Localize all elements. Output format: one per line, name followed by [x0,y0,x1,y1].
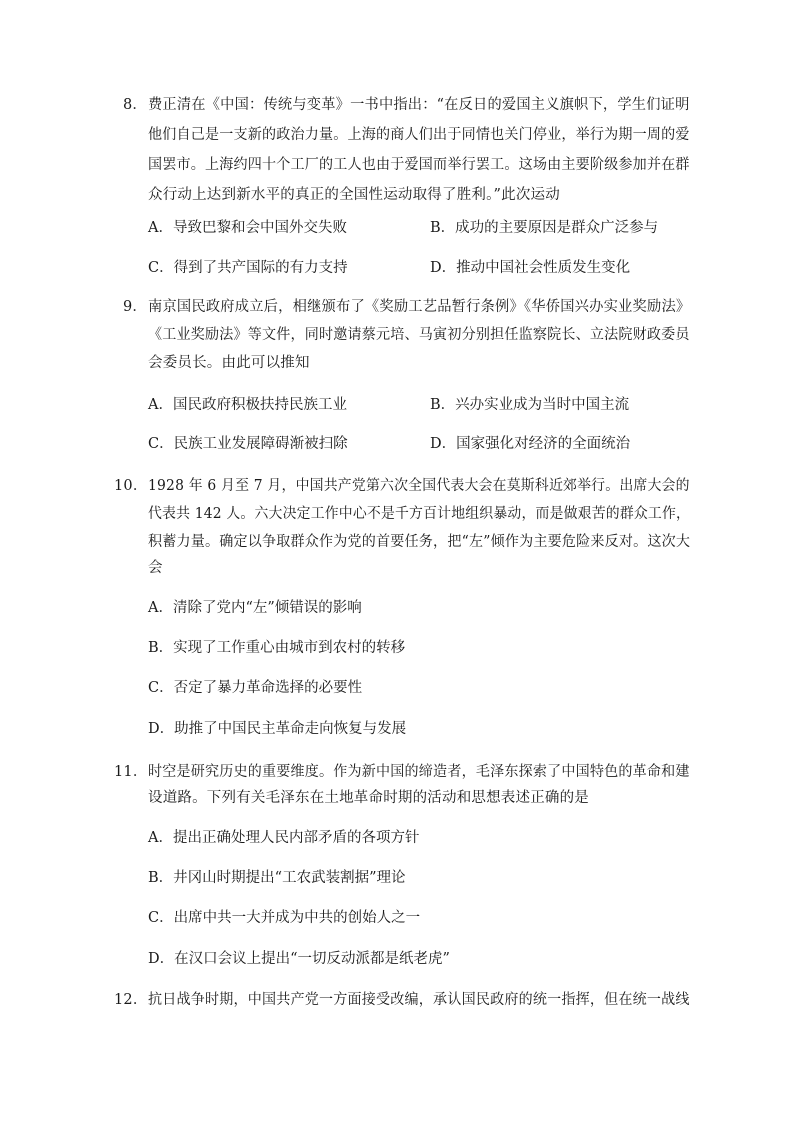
question-stem-line: 代表共 142 人。六大决定工作中心不是千方百计地组织暴动，而是做艰苦的群众工作， [148,506,691,522]
question-stem-line: 国罢市。上海约四十个工厂的工人也由于爱国而举行罢工。这场由主要阶级参加并在群 [148,157,690,173]
question-number: 12． [114,992,148,1008]
question-stem-line: 时空是研究历史的重要维度。作为新中国的缔造者，毛泽东探索了中国特色的革命和建 [148,764,690,780]
question-number: 11． [114,764,148,780]
option-b[interactable]: B．兴办实业成为当时中国主流 [430,397,630,413]
question-stem-line: 设道路。下列有关毛泽东在土地革命时期的活动和思想表述正确的是 [148,790,589,806]
option-b[interactable]: B．成功的主要原因是群众广泛参与 [430,220,659,236]
option-c[interactable]: C．民族工业发展障碍渐被扫除 [148,436,348,452]
question-stem-line: 抗日战争时期，中国共产党一方面接受改编，承认国民政府的统一指挥，但在统一战线 [148,992,690,1008]
option-d[interactable]: D．推动中国社会性质发生变化 [430,260,631,276]
option-b[interactable]: B．实现了工作重心由城市到农村的转移 [148,640,406,656]
question-stem-line: 众行动上达到新水平的真正的全国性运动取得了胜利。”此次运动 [148,187,560,203]
question-number: 9． [123,299,148,315]
question-stem-line: 南京国民政府成立后，相继颁布了《奖励工艺品暂行条例》《华侨国兴办实业奖励法》 [148,299,691,315]
option-c[interactable]: C．得到了共产国际的有力支持 [148,260,348,276]
question-stem-line: 费正清在《中国：传统与变革》一书中指出：“在反日的爱国主义旗帜下，学生们证明 [148,97,690,113]
option-a[interactable]: A．国民政府积极扶持民族工业 [148,397,347,413]
option-b[interactable]: B．井冈山时期提出“工农武装割据”理论 [148,870,406,886]
option-d[interactable]: D．助推了中国民主革命走向恢复与发展 [148,721,407,737]
option-a[interactable]: A．导致巴黎和会中国外交失败 [148,220,347,236]
question-stem-line: 积蓄力量。确定以争取群众作为党的首要任务，把“左”倾作为主要危险来反对。这次大 [148,534,691,550]
option-c[interactable]: C．否定了暴力革命选择的必要性 [148,680,363,696]
question-stem-line: 会委员长。由此可以推知 [148,355,310,371]
option-a[interactable]: A．清除了党内“左”倾错误的影响 [148,600,362,616]
option-d[interactable]: D．国家强化对经济的全面统治 [430,436,631,452]
question-stem-line: 会 [148,560,163,576]
question-number: 8． [123,97,148,113]
option-d[interactable]: D．在汉口会议上提出“一切反动派都是纸老虎” [148,951,450,967]
question-stem-line: 他们自己是一支新的政治力量。上海的商人们出于同情也关门停业，举行为期一周的爱 [148,127,690,143]
option-c[interactable]: C．出席中共一大并成为中共的创始人之一 [148,910,421,926]
option-a[interactable]: A．提出正确处理人民内部矛盾的各项方针 [148,830,420,846]
question-stem-line: 《工业奖励法》等文件，同时邀请蔡元培、马寅初分别担任监察院长、立法院财政委员 [148,327,690,343]
question-stem-line: 1928 年 6 月至 7 月，中国共产党第六次全国代表大会在莫斯科近郊举行。出席大会的 [148,478,690,494]
question-number: 10． [114,478,148,494]
